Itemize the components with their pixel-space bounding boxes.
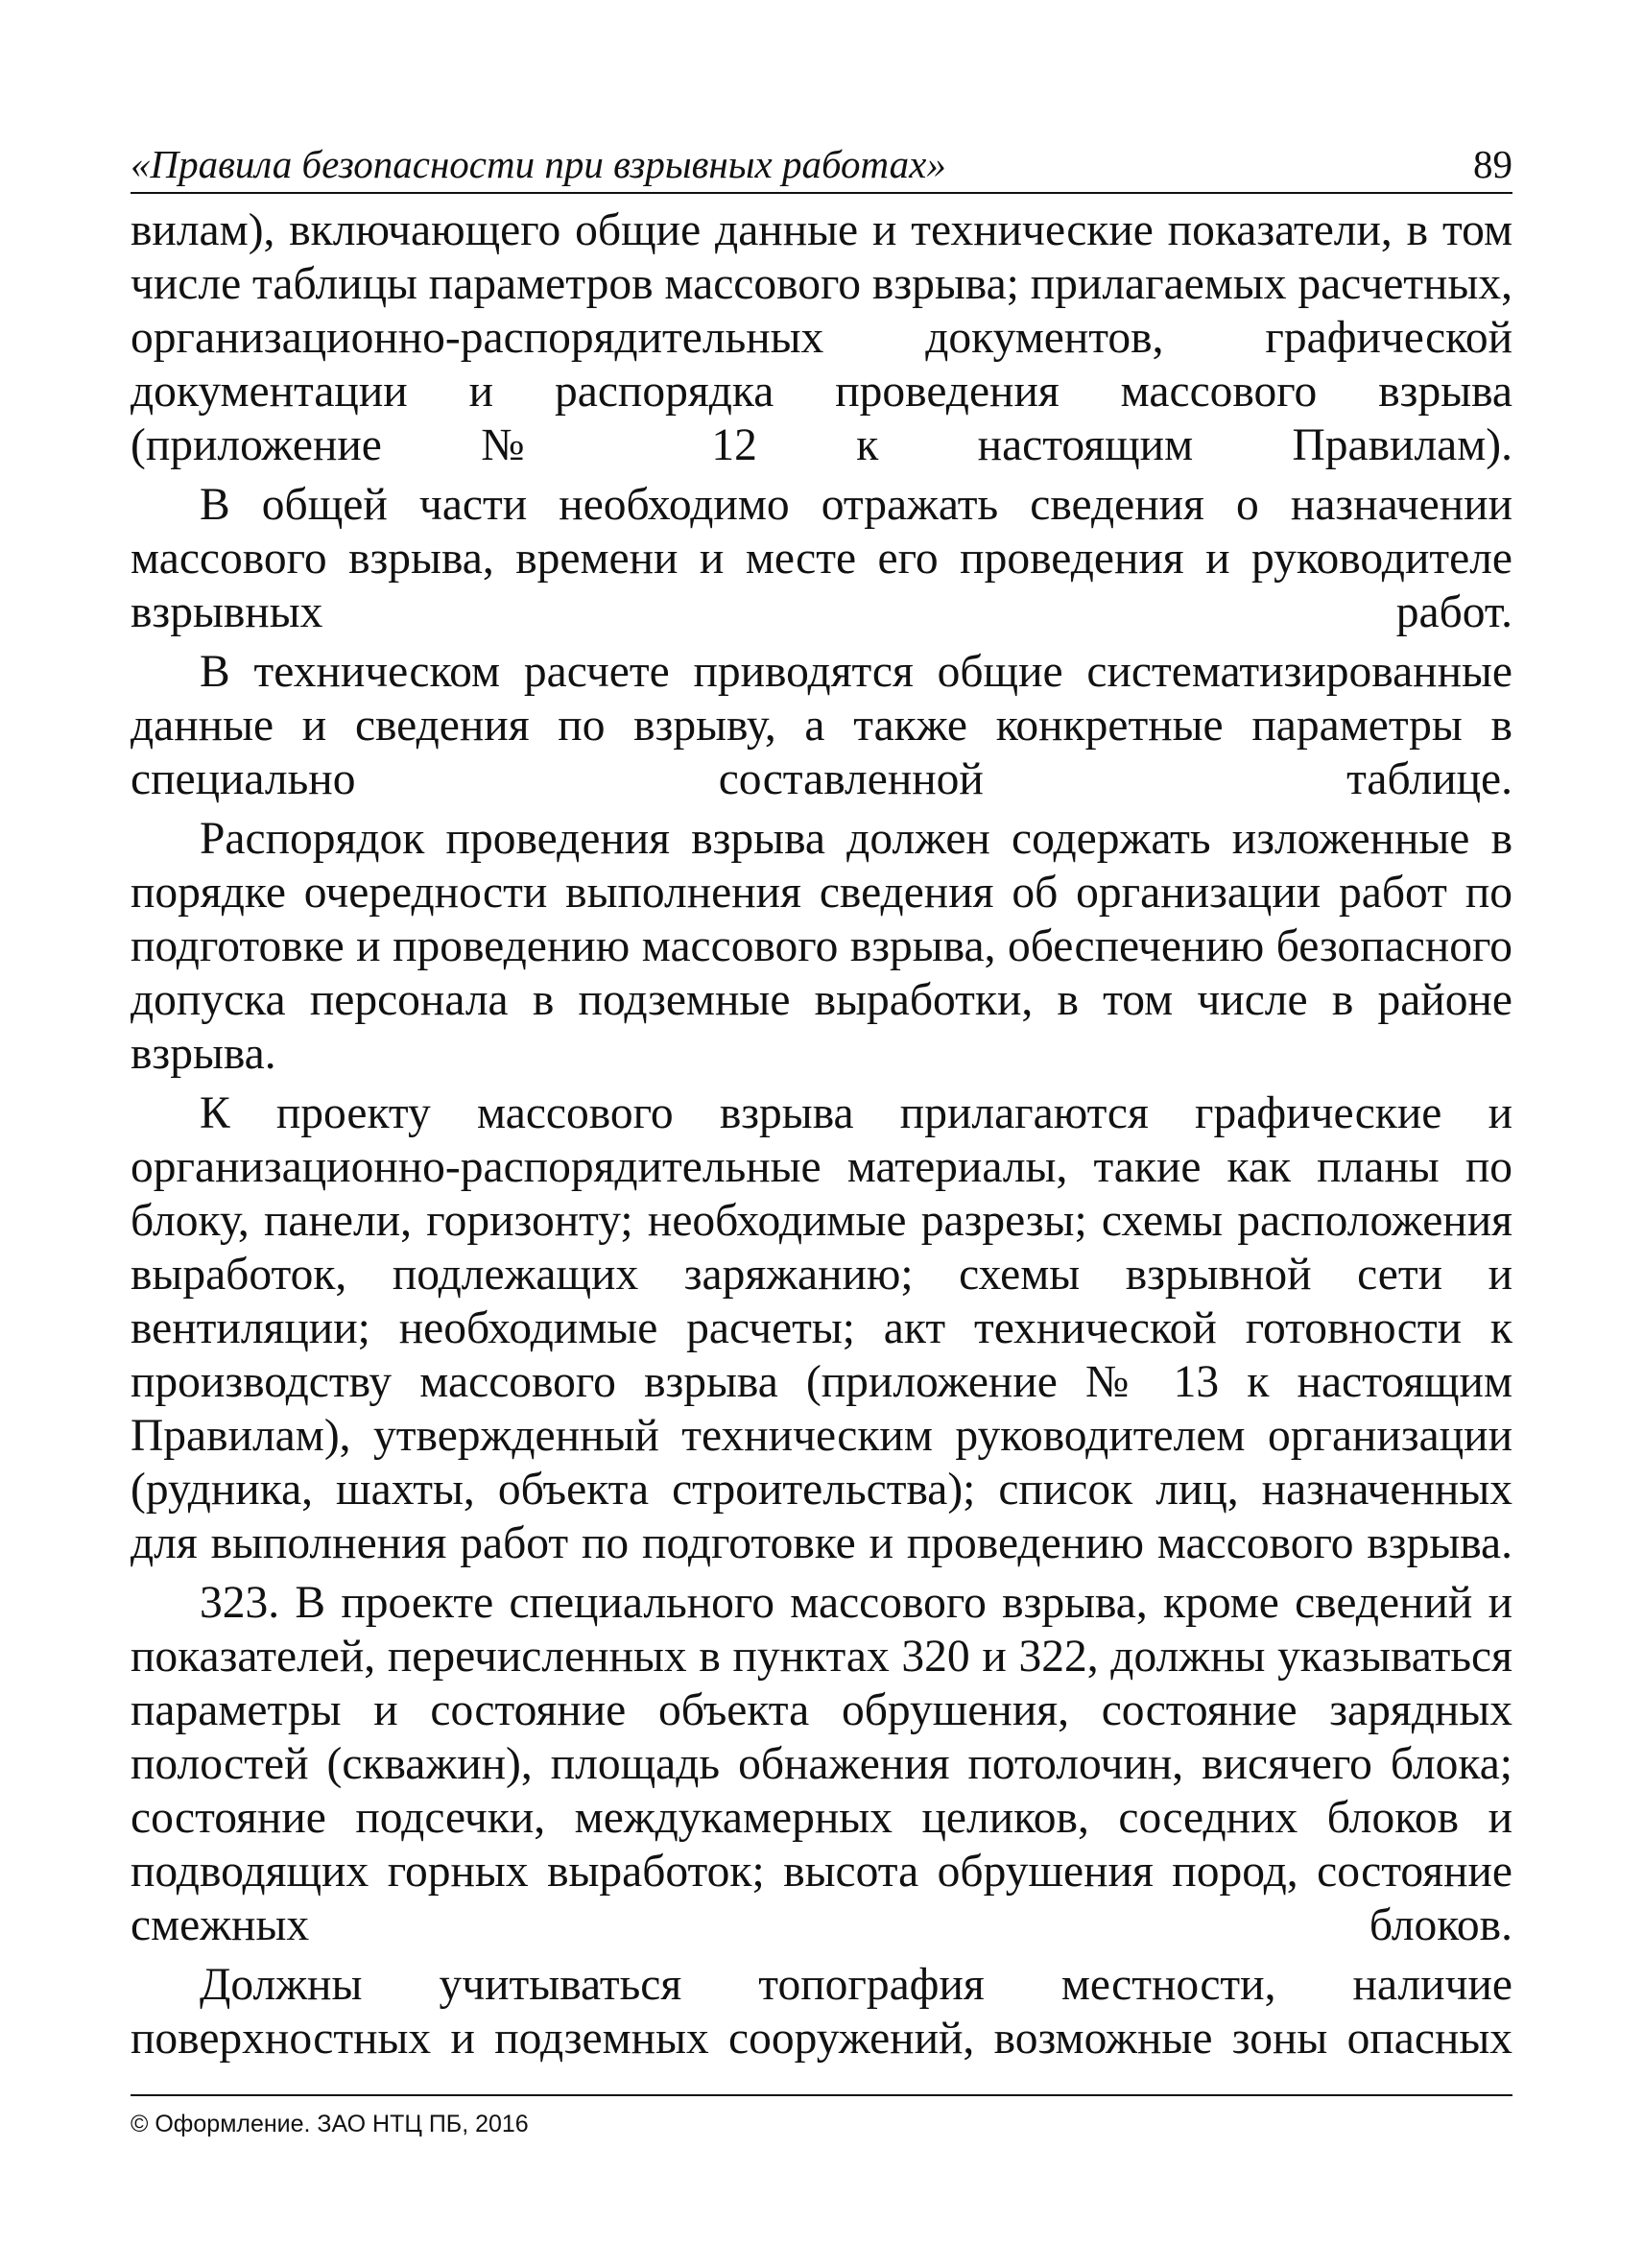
document-page [131,115,1512,2150]
body-text [131,203,1512,2065]
footer [131,2094,1512,2138]
page-number: 89 [1473,142,1512,186]
running-header [131,132,1512,194]
paragraph-clause-323: 323. В проекте специального массового взрыва, кроме сведений и показателей, перечисленных в пунктах 320 и 322, должны указываться параметры и состояние объекта обрушения, состояние зарядных полостей (скважин), площадь обнажения потолочин, висячего блока; состояние подсечки, междукамерных целиков, соседних блоков и подводящих горных выработок; высота обрушения пород, состояние смежных блоков. [131,1578,1512,1950]
paragraph: вилам), включающего общие данные и технические показатели, в том числе таблицы параметров массового взрыва; прилагаемых расчетных, организационно-распорядительных документов, графической документации и распорядка проведения массового взрыва (приложение № 12 к настоящим Правилам). [131,205,1513,470]
copyright-note: © Оформление. ЗАО НТЦ ПБ, 2016 [131,2111,529,2137]
paragraph: Распорядок проведения взрыва должен содержать изложенные в порядке очередности выполнения сведения об организации работ по подготовке и проведению массового взрыва, обеспечению безопасного допуска персонала в подземные выработки, в том числе в районе взрыва. [131,814,1512,1079]
paragraph: Должны учитываться топография местности, наличие поверхностных и подземных сооружений, возможные зоны опасных [131,1960,1512,2064]
paragraph: В общей части необходимо отражать сведения о назначении массового взрыва, времени и месте его проведения и руководителе взрывных работ. [131,480,1512,637]
running-title: «Правила безопасности при взрывных работах» [131,142,946,186]
paragraph: К проекту массового взрыва прилагаются графические и организационно-распорядительные материалы, такие как планы по блоку, панели, горизонту; необходимые разрезы; схемы расположения выработок, подлежащих заряжанию; схемы взрывной сети и вентиляции; необходимые расчеты; акт технической готовности к производству массового взрыва (приложение № 13 к настоящим Правилам), утвержденный техническим руководителем организации (рудника, шахты, объекта строительства); список лиц, назначенных для выполнения работ по подготовке и проведению массового взрыва. [131,1088,1512,1568]
paragraph: В техническом расчете приводятся общие систематизированные данные и сведения по взрыву, а также конкретные параметры в специально составленной таблице. [131,647,1512,804]
